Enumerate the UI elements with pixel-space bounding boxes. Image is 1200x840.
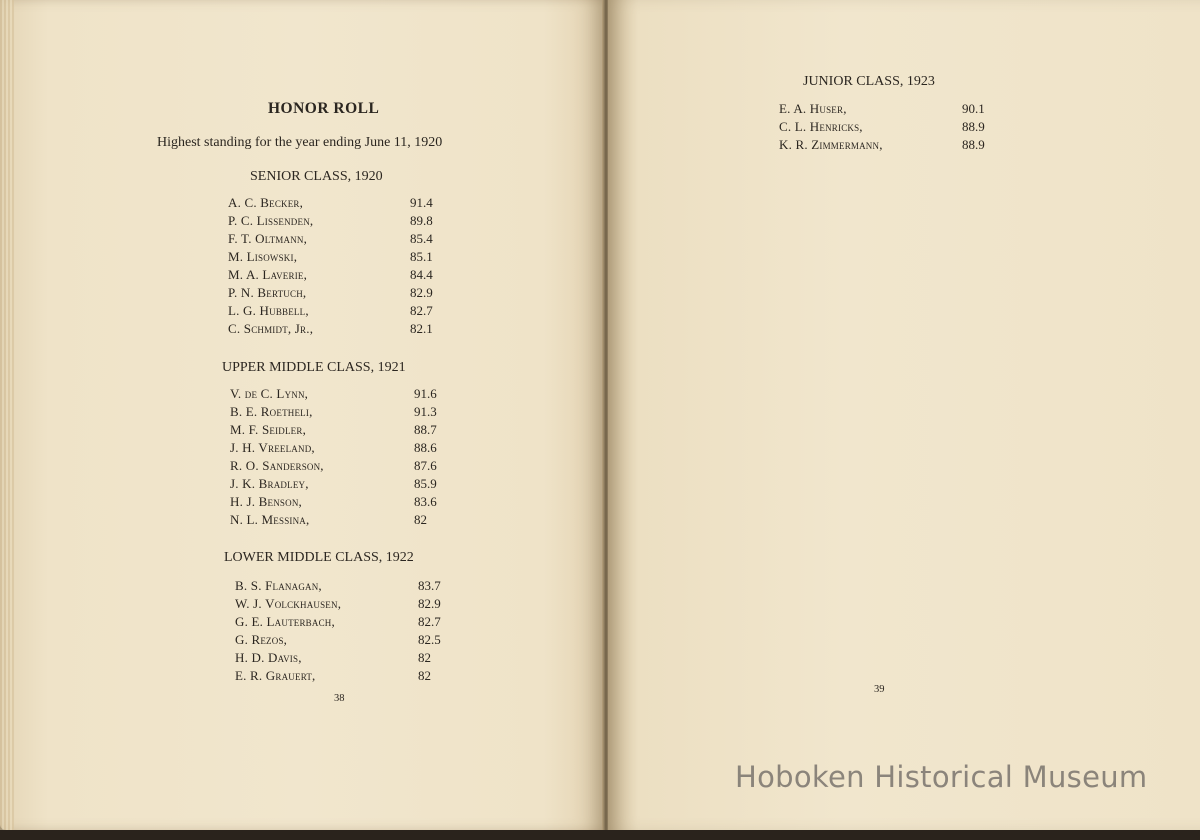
- list-item: [235, 578, 495, 596]
- student-name: L. G. Hubbell,: [228, 303, 309, 318]
- list-item: [228, 213, 488, 231]
- list-item: [779, 137, 1019, 155]
- list-item: [228, 195, 488, 213]
- list-item: [228, 303, 488, 321]
- student-name: H. J. Benson,: [230, 494, 302, 509]
- student-score: 84.4: [410, 267, 433, 282]
- student-score: 91.4: [410, 195, 433, 210]
- page-subtitle: Highest standing for the year ending June 11, 1920: [157, 135, 443, 150]
- student-score: 88.6: [414, 440, 437, 455]
- student-score: 82.1: [410, 321, 433, 336]
- student-name: G. Rezos,: [235, 632, 288, 647]
- list-item: [235, 614, 495, 632]
- student-score: 82.5: [418, 632, 441, 647]
- list-item: [230, 476, 490, 494]
- student-name: M. Lisowski,: [228, 249, 298, 264]
- student-score: 83.7: [418, 578, 441, 593]
- student-name: F. T. Oltmann,: [228, 231, 308, 246]
- student-name: B. E. Roetheli,: [230, 404, 313, 419]
- student-name: H. D. Davis,: [235, 650, 302, 665]
- student-name: B. S. Flanagan,: [235, 578, 322, 593]
- student-score: 83.6: [414, 494, 437, 509]
- student-score: 85.1: [410, 249, 433, 264]
- student-score: 85.4: [410, 231, 433, 246]
- student-score: 90.1: [962, 101, 985, 116]
- student-name: V. de C. Lynn,: [230, 386, 309, 401]
- list-item: [779, 119, 1019, 137]
- student-score: 91.6: [414, 386, 437, 401]
- student-score: 82.7: [410, 303, 433, 318]
- student-score: 82.9: [410, 285, 433, 300]
- upper-middle-class-heading: UPPER MIDDLE CLASS, 1921: [222, 360, 406, 375]
- page-title: HONOR ROLL: [268, 100, 380, 117]
- student-name: E. R. Grauert,: [235, 668, 316, 683]
- list-item: [230, 458, 490, 476]
- student-name: W. J. Volckhausen,: [235, 596, 342, 611]
- list-item: [235, 650, 495, 668]
- watermark-text: Hoboken Historical Museum: [735, 760, 1148, 794]
- student-score: 88.7: [414, 422, 437, 437]
- student-score: 82.7: [418, 614, 441, 629]
- student-score: 88.9: [962, 137, 985, 152]
- list-item: [235, 668, 495, 686]
- student-name: M. F. Seidler,: [230, 422, 307, 437]
- student-name: P. N. Bertuch,: [228, 285, 307, 300]
- student-name: N. L. Messina,: [230, 512, 310, 527]
- list-item: [228, 267, 488, 285]
- list-item: [228, 231, 488, 249]
- left-page: [0, 0, 604, 830]
- page-number: 38: [334, 693, 345, 704]
- student-score: 89.8: [410, 213, 433, 228]
- book-bottom-edge: [0, 830, 1200, 840]
- list-item: [235, 596, 495, 614]
- list-item: [228, 285, 488, 303]
- list-item: [230, 440, 490, 458]
- student-score: 82: [418, 668, 431, 683]
- list-item: [230, 404, 490, 422]
- list-item: [228, 249, 488, 267]
- student-name: K. R. Zimmermann,: [779, 137, 883, 152]
- student-score: 82.9: [418, 596, 441, 611]
- student-score: 82: [414, 512, 427, 527]
- right-page: [608, 0, 1200, 830]
- student-name: J. K. Bradley,: [230, 476, 309, 491]
- student-score: 88.9: [962, 119, 985, 134]
- lower-middle-class-heading: LOWER MIDDLE CLASS, 1922: [224, 550, 414, 565]
- student-score: 82: [418, 650, 431, 665]
- student-name: A. C. Becker,: [228, 195, 304, 210]
- student-name: C. Schmidt, Jr.,: [228, 321, 314, 336]
- list-item: [779, 101, 1019, 119]
- student-name: C. L. Henricks,: [779, 119, 863, 134]
- student-name: G. E. Lauterbach,: [235, 614, 335, 629]
- list-item: [230, 386, 490, 404]
- student-name: M. A. Laverie,: [228, 267, 308, 282]
- junior-class-heading: JUNIOR CLASS, 1923: [803, 74, 935, 89]
- list-item: [230, 422, 490, 440]
- list-item: [230, 512, 490, 530]
- list-item: [235, 632, 495, 650]
- page-edge: [0, 0, 14, 830]
- student-name: E. A. Huser,: [779, 101, 847, 116]
- list-item: [228, 321, 488, 339]
- student-score: 85.9: [414, 476, 437, 491]
- student-score: 91.3: [414, 404, 437, 419]
- senior-class-heading: SENIOR CLASS, 1920: [250, 169, 383, 184]
- list-item: [230, 494, 490, 512]
- student-name: R. O. Sanderson,: [230, 458, 324, 473]
- page-number: 39: [874, 684, 885, 695]
- student-name: P. C. Lissenden,: [228, 213, 314, 228]
- student-name: J. H. Vreeland,: [230, 440, 315, 455]
- student-score: 87.6: [414, 458, 437, 473]
